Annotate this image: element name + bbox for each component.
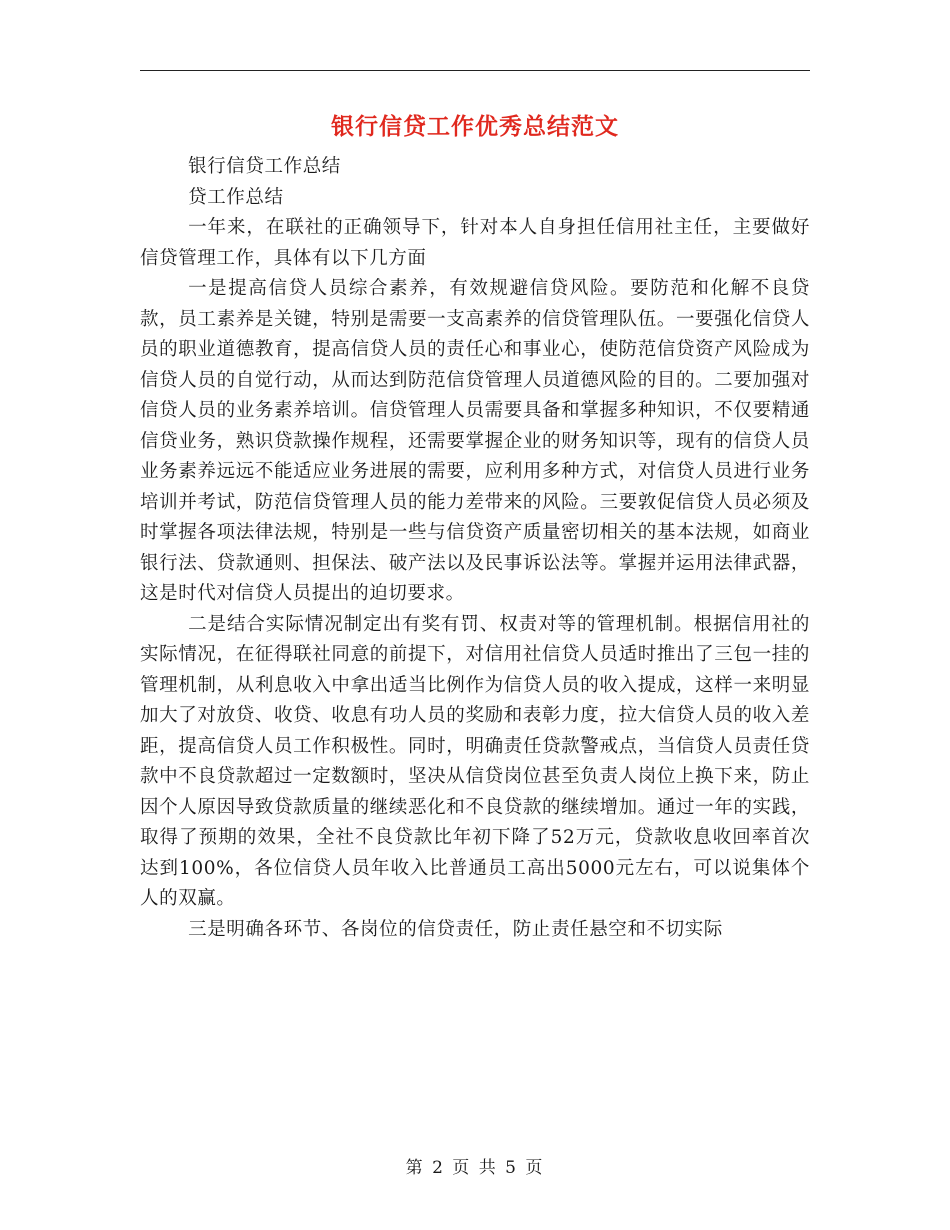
body-paragraph: 二是结合实际情况制定出有奖有罚、权责对等的管理机制。根据信用社的实际情况，在征得联社同意的前提下，对信用社信贷人员适时推出了三包一挂的管理机制，从利息收入中拿出适当比例作为信贷人员的收入提成，这样一来明显加大了对放贷、收贷、收息有功人员的奖励和表彰力度，拉大信贷人员的收入差距，提高信贷人员工作积极性。同时，明确责任贷款警戒点，当信贷人员责任贷款中不良贷款超过一定数额时，坚决从信贷岗位甚至负责人岗位上换下来，防止因个人原因导致贷款质量的继续恶化和不良贷款的继续增加。通过一年的实践，取得了预期的效果，全社不良贷款比年初下降了52万元，贷款收息收回率首次达到100%，各位信贷人员年收入比普通员工高出5000元左右，可以说集体个人的双赢。 — [140, 613, 810, 909]
body-paragraph: 一年来，在联社的正确领导下，针对本人自身担任信用社主任，主要做好信贷管理工作，具体有以下几方面 — [140, 217, 810, 269]
subtitle-paragraph: 贷工作总结 — [188, 186, 284, 208]
document-body — [140, 152, 810, 945]
body-paragraph: 一是提高信贷人员综合素养，有效规避信贷风险。要防范和化解不良贷款，员工素养是关键，特别是需要一支高素养的信贷管理队伍。一要强化信贷人员的职业道德教育，提高信贷人员的责任心和事业心，使防范信贷资产风险成为信贷人员的自觉行动，从而达到防范信贷管理人员道德风险的目的。二要加强对信贷人员的业务素养培训。信贷管理人员需要具备和掌握多种知识，不仅要精通信贷业务，熟识贷款操作规程，还需要掌握企业的财务知识等，现有的信贷人员业务素养远远不能适应业务进展的需要，应利用多种方式，对信贷人员进行业务培训并考试，防范信贷管理人员的能力差带来的风险。三要敦促信贷人员必须及时掌握各项法律法规，特别是一些与信贷资产质量密切相关的基本法规，如商业银行法、贷款通则、担保法、破产法以及民事诉讼法等。掌握并运用法律武器，这是时代对信贷人员提出的迫切要求。 — [140, 278, 810, 604]
subtitle-paragraph: 银行信贷工作总结 — [188, 156, 341, 177]
header-rule — [140, 70, 810, 71]
page-number: 第 2 页 共 5 页 — [405, 1158, 545, 1178]
body-paragraph: 三是明确各环节、各岗位的信贷责任，防止责任悬空和不切实际 — [188, 918, 723, 940]
document-title: 银行信贷工作优秀总结范文 — [331, 113, 619, 140]
